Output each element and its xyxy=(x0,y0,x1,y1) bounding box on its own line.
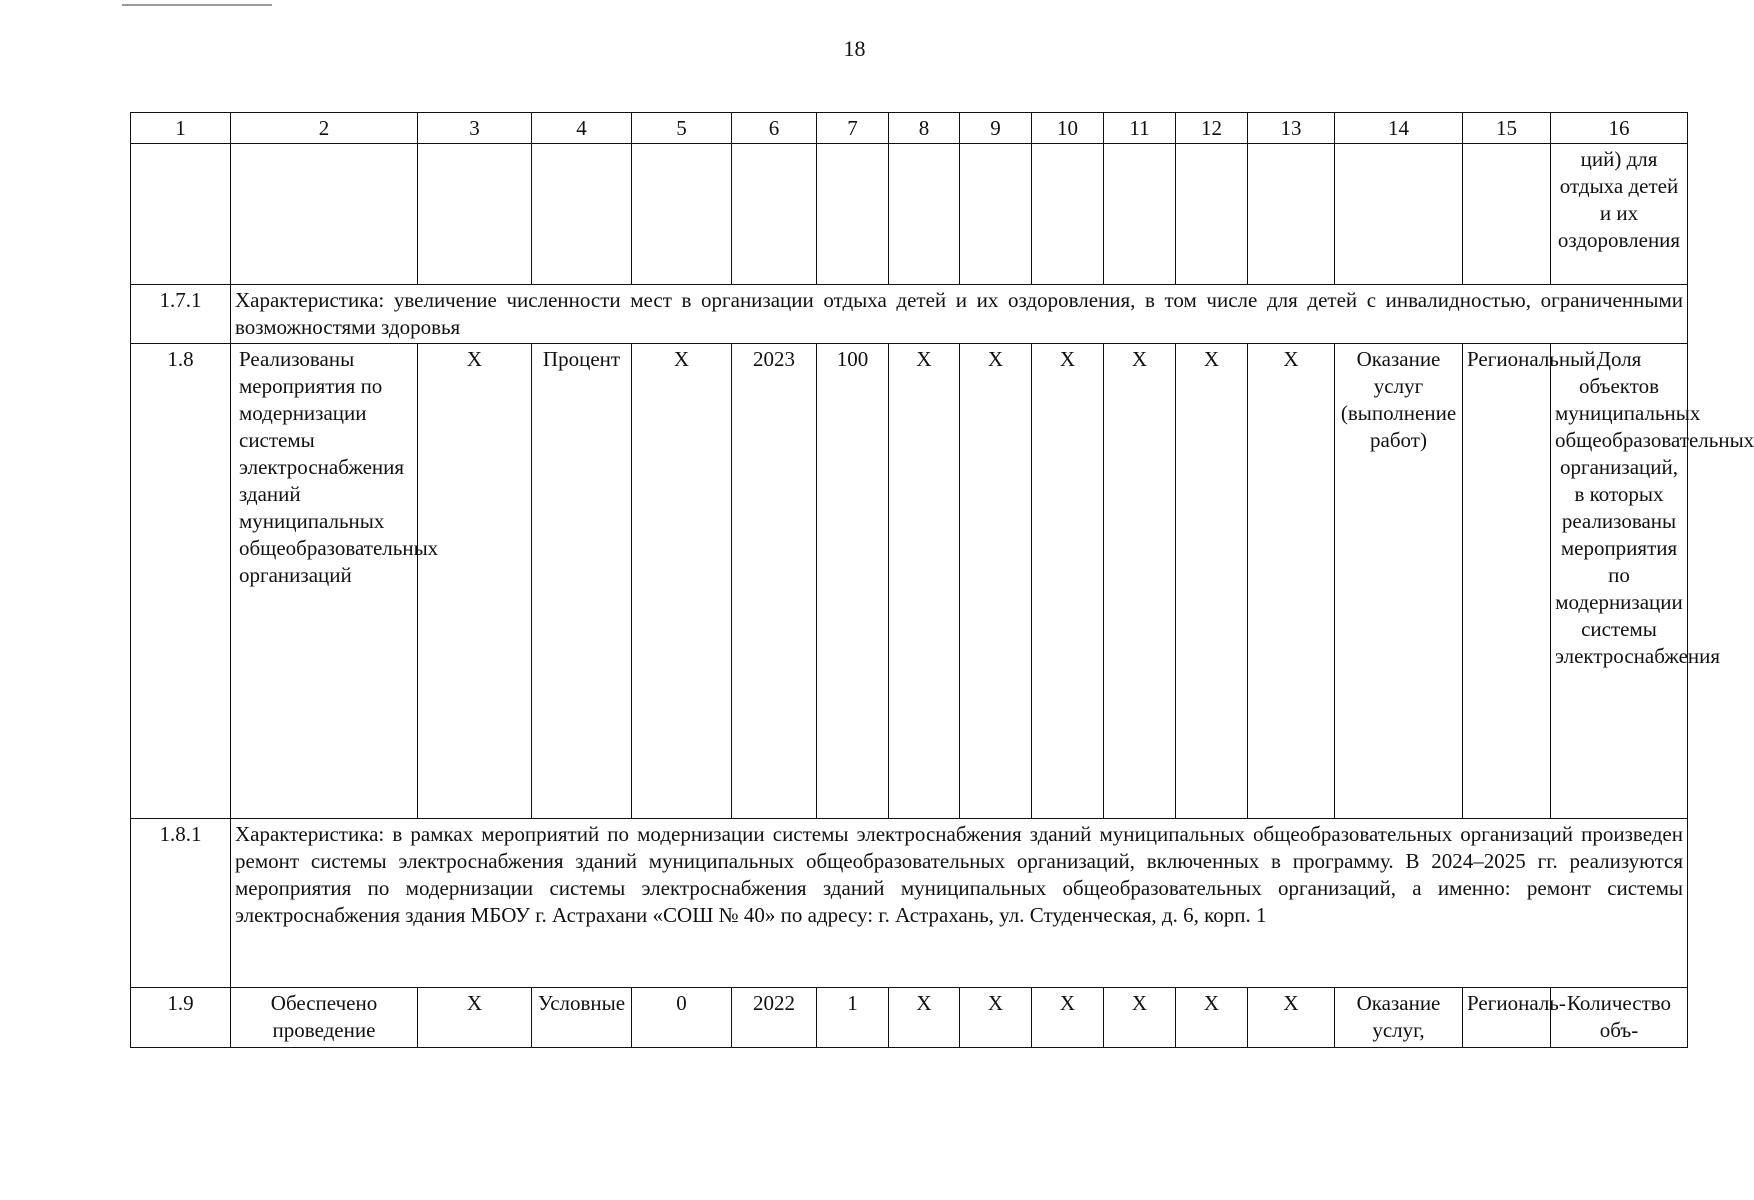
value-cell: 1 xyxy=(817,987,889,1047)
cell-mark: X xyxy=(889,344,960,819)
indicator-link-cell: Количество объ- xyxy=(1551,987,1688,1047)
unit-cell: Условные xyxy=(532,987,632,1047)
header-cell: 9 xyxy=(960,113,1032,144)
header-cell: 13 xyxy=(1248,113,1335,144)
year-cell: 2023 xyxy=(732,344,817,819)
cell-mark: X xyxy=(1104,987,1176,1047)
value-cell: 100 xyxy=(817,344,889,819)
table-row xyxy=(131,818,1688,987)
header-cell: 2 xyxy=(231,113,418,144)
header-cell: 3 xyxy=(418,113,532,144)
row-number: 1.8 xyxy=(131,344,231,819)
cell-mark: X xyxy=(1032,344,1104,819)
row-number: 1.8.1 xyxy=(131,818,231,987)
table-header-row xyxy=(131,113,1688,144)
base-value-cell: 0 xyxy=(632,987,732,1047)
result-type-cell: Оказание услуг, xyxy=(1335,987,1463,1047)
table-row xyxy=(131,144,1688,285)
indicators-table xyxy=(130,112,1754,1048)
header-cell: 8 xyxy=(889,113,960,144)
scan-artifact-line xyxy=(122,4,272,6)
level-cell: Региональный xyxy=(1463,344,1551,819)
row-number: 1.7.1 xyxy=(131,284,231,343)
page-number: 18 xyxy=(843,36,866,61)
header-cell: 5 xyxy=(632,113,732,144)
header-cell: 7 xyxy=(817,113,889,144)
cell-mark: X xyxy=(889,987,960,1047)
header-cell: 12 xyxy=(1176,113,1248,144)
header-cell: 11 xyxy=(1104,113,1176,144)
cell-mark: X xyxy=(1032,987,1104,1047)
cell-mark: X xyxy=(960,987,1032,1047)
table-row xyxy=(131,344,1688,819)
cell-mark: X xyxy=(632,344,732,819)
cell-mark: X xyxy=(960,344,1032,819)
unit-cell: Процент xyxy=(532,344,632,819)
table-row xyxy=(131,987,1688,1047)
result-name: Обеспечено проведение xyxy=(231,987,418,1047)
continued-text-cell: ций) для отдыха детей и их оздоровления xyxy=(1551,144,1688,285)
header-cell: 15 xyxy=(1463,113,1551,144)
cell-mark: X xyxy=(1176,987,1248,1047)
cell-mark: X xyxy=(418,987,532,1047)
header-cell: 14 xyxy=(1335,113,1463,144)
header-cell: 1 xyxy=(131,113,231,144)
cell-mark: X xyxy=(418,344,532,819)
cell-mark: X xyxy=(1176,344,1248,819)
level-cell: Региональ- xyxy=(1463,987,1551,1047)
year-cell: 2022 xyxy=(732,987,817,1047)
indicator-link-cell: Доля объектов муниципальных общеобразовательных организаций, в которых реализованы мероприятия по модернизации системы электроснабжения xyxy=(1551,344,1688,819)
cell-mark: X xyxy=(1248,344,1335,819)
header-cell: 10 xyxy=(1032,113,1104,144)
row-number: 1.9 xyxy=(131,987,231,1047)
characteristic-text: Характеристика: в рамках мероприятий по модернизации системы электроснабжения зданий муниципальных общеобразовательных организаций произведен ремонт системы электроснабжения зданий муниципальных общеобразовательных организаций, включенных в программу. В 2024–2025 гг. реализуются мероприятия по модернизации системы электроснабжения зданий муниципальных общеобразовательных организаций, а именно: ремонт системы электроснабжения здания МБОУ г. Астрахани «СОШ № 40» по адресу: г. Астрахань, ул. Студенческая, д. 6, корп. 1 xyxy=(231,818,1688,987)
table-row xyxy=(131,284,1688,343)
header-cell: 6 xyxy=(732,113,817,144)
header-cell: 4 xyxy=(532,113,632,144)
cell-mark: X xyxy=(1104,344,1176,819)
cell-mark: X xyxy=(1248,987,1335,1047)
result-type-cell: Оказание услуг (выполнение работ) xyxy=(1335,344,1463,819)
header-cell: 16 xyxy=(1551,113,1688,144)
characteristic-text: Характеристика: увеличение численности мест в организации отдыха детей и их оздоровления, в том числе для детей с инвалидностью, ограниченными возможностями здоровья xyxy=(231,284,1688,343)
result-name: Реализованы мероприятия по модернизации системы электроснабжения зданий муниципальных общеобразовательных организаций xyxy=(231,344,418,819)
